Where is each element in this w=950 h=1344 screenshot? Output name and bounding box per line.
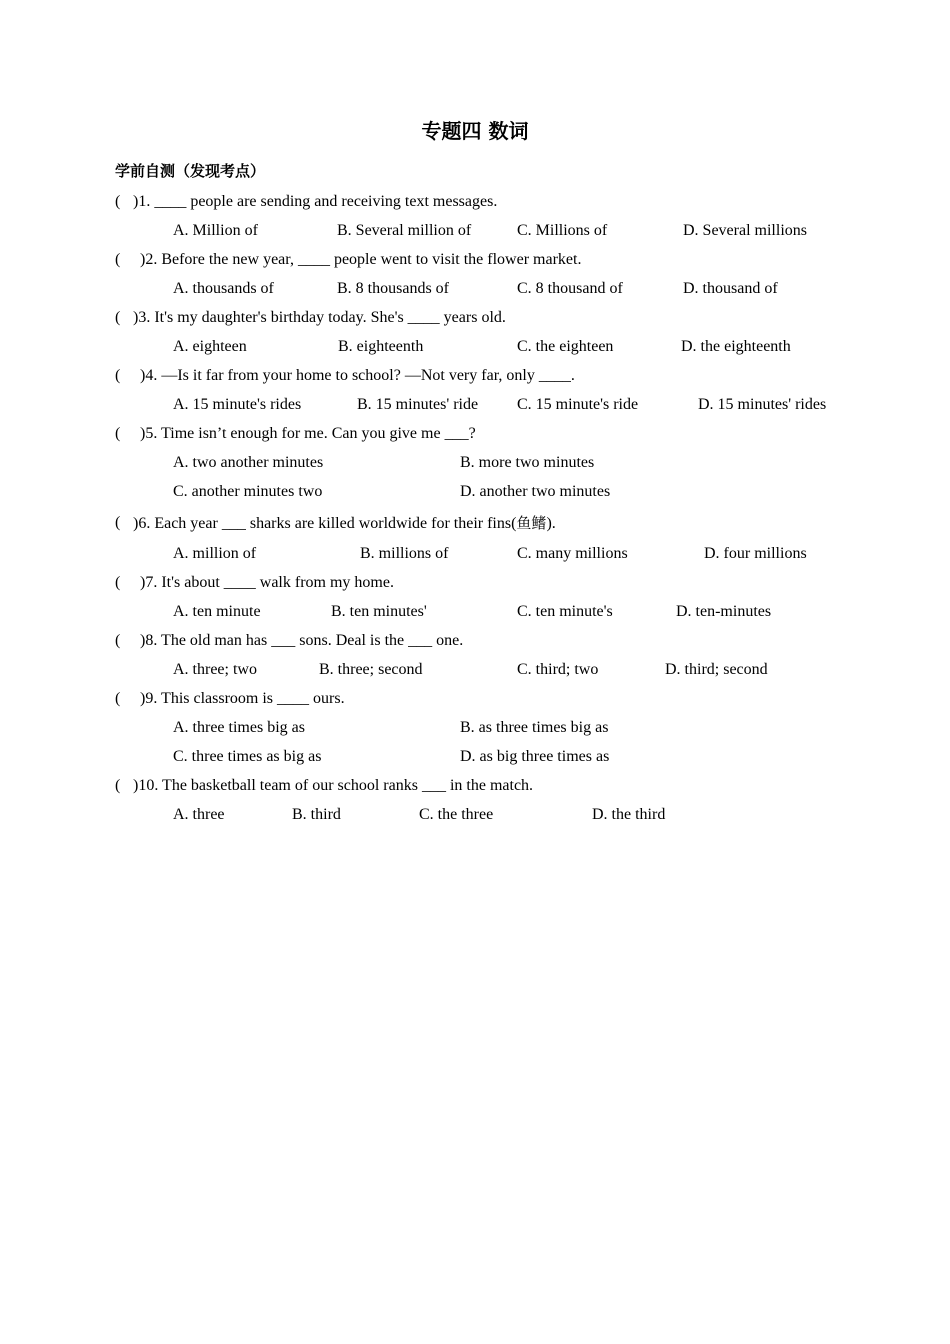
option-b: B. millions of <box>360 545 449 562</box>
option-a: A. million of <box>173 545 257 562</box>
stem-text-end: ). <box>546 515 556 532</box>
option-a: A. thousands of <box>173 280 274 297</box>
option-a: A. three <box>173 806 225 823</box>
answer-bracket: ( <box>115 425 121 442</box>
answer-bracket: ( <box>115 251 121 268</box>
answer-bracket: ( <box>115 632 121 649</box>
question-stem: )2. Before the new year, ____ people went to visit the flower market. <box>140 251 582 268</box>
option-b: B. ten minutes' <box>331 603 427 620</box>
question-stem: )7. It's about ____ walk from my home. <box>140 574 394 591</box>
answer-bracket: ( <box>115 514 121 531</box>
option-c: C. 8 thousand of <box>517 280 623 297</box>
option-c: C. three times as big as <box>173 748 322 765</box>
option-c: C. 15 minute's ride <box>517 396 639 413</box>
option-b: B. three; second <box>319 661 423 678</box>
option-c: C. ten minute's <box>517 603 613 620</box>
answer-bracket: ( <box>115 690 121 707</box>
option-d: D. thousand of <box>683 280 778 297</box>
option-a: A. three times big as <box>173 719 305 736</box>
option-d: D. ten-minutes <box>676 603 772 620</box>
option-a: A. two another minutes <box>173 454 324 471</box>
option-d: D. the eighteenth <box>681 338 791 355</box>
answer-bracket: ( <box>115 367 121 384</box>
option-b: B. 8 thousands of <box>337 280 449 297</box>
question-stem: )5. Time isn’t enough for me. Can you give me ___? <box>140 425 476 442</box>
option-d: D. third; second <box>665 661 768 678</box>
question-stem: )9. This classroom is ____ ours. <box>140 690 345 707</box>
option-c: C. Millions of <box>517 222 608 239</box>
stem-gloss: 鱼鳍 <box>516 514 547 532</box>
question-stem: )4. —Is it far from your home to school? —Not very far, only ____. <box>140 367 575 384</box>
option-d: D. Several millions <box>683 222 807 239</box>
stem-text: )6. Each year ___ sharks are killed worldwide for their fins( <box>133 515 517 532</box>
question-stem <box>133 510 556 537</box>
option-c: C. another minutes two <box>173 483 323 500</box>
option-a: A. three; two <box>173 661 257 678</box>
question-stem: )8. The old man has ___ sons. Deal is the ___ one. <box>140 632 464 649</box>
option-c: C. third; two <box>517 661 599 678</box>
option-d: D. another two minutes <box>460 483 611 500</box>
option-a: A. ten minute <box>173 603 261 620</box>
option-b: B. as three times big as <box>460 719 609 736</box>
option-a: A. Million of <box>173 222 258 239</box>
option-d: D. the third <box>592 806 666 823</box>
question-stem: )3. It's my daughter's birthday today. She's ____ years old. <box>133 309 506 326</box>
option-b: B. 15 minutes' ride <box>357 396 479 413</box>
option-b: B. eighteenth <box>338 338 424 355</box>
option-d: D. as big three times as <box>460 748 610 765</box>
option-d: D. 15 minutes' rides <box>698 396 827 413</box>
option-b: B. third <box>292 806 341 823</box>
answer-bracket: ( <box>115 574 121 591</box>
section-heading: 学前自测（发现考点） <box>115 162 266 180</box>
page-title: 专题四 数词 <box>421 119 529 143</box>
option-c: C. the three <box>419 806 494 823</box>
option-d: D. four millions <box>704 545 807 562</box>
question-stem: )1. ____ people are sending and receiving text messages. <box>133 193 498 210</box>
answer-bracket: ( <box>115 193 121 210</box>
answer-bracket: ( <box>115 777 121 794</box>
option-a: A. 15 minute's rides <box>173 396 302 413</box>
question-stem: )10. The basketball team of our school ranks ___ in the match. <box>133 777 534 794</box>
option-b: B. more two minutes <box>460 454 595 471</box>
answer-bracket: ( <box>115 309 121 326</box>
option-c: C. the eighteen <box>517 338 614 355</box>
option-a: A. eighteen <box>173 338 247 355</box>
option-c: C. many millions <box>517 545 628 562</box>
option-b: B. Several million of <box>337 222 472 239</box>
